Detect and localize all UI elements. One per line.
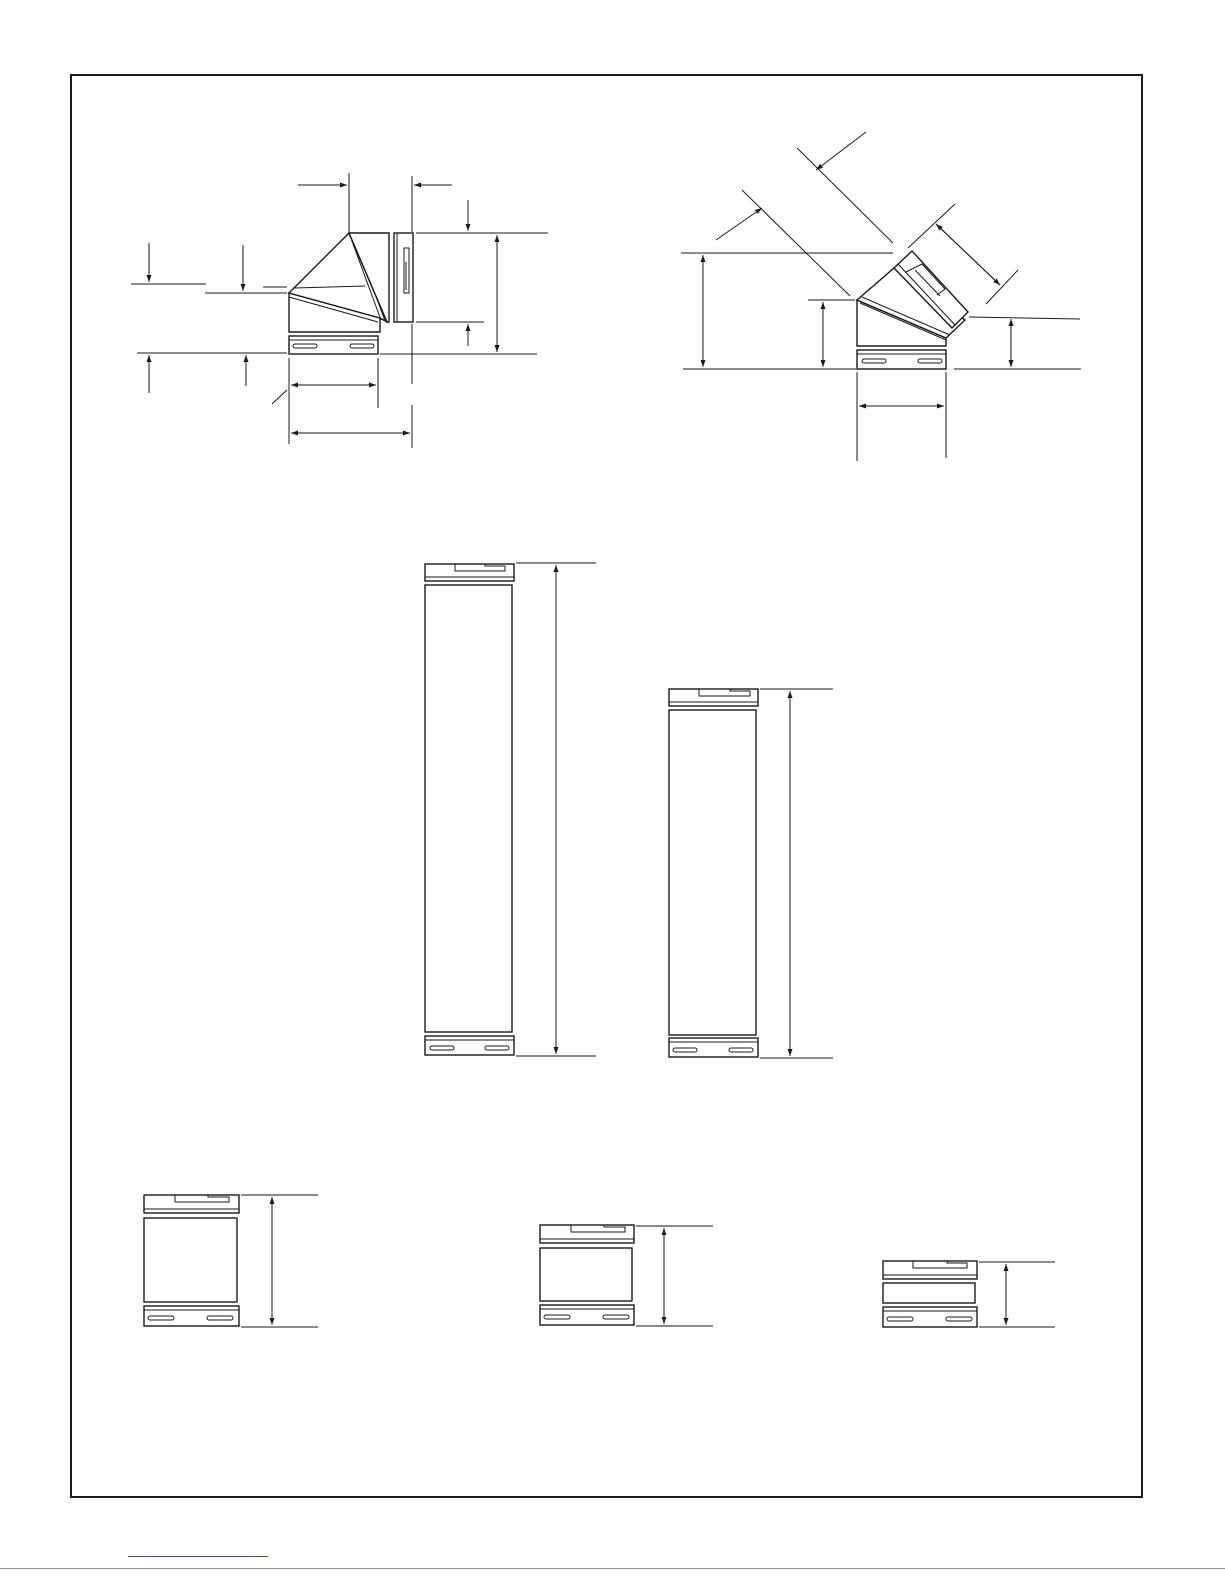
- pipe-short-1-figure: [144, 1195, 318, 1327]
- pipe-medium-figure: [669, 689, 833, 1058]
- footer-link-underline[interactable]: [128, 1556, 268, 1557]
- pipe-short-3-figure: [883, 1261, 1055, 1327]
- page-divider: [0, 1568, 1225, 1569]
- pipe-short-2-figure: [540, 1225, 713, 1326]
- elbow-45-figure: [681, 132, 1081, 461]
- elbow-90-figure: [131, 173, 548, 448]
- pipe-long-figure: [425, 563, 596, 1056]
